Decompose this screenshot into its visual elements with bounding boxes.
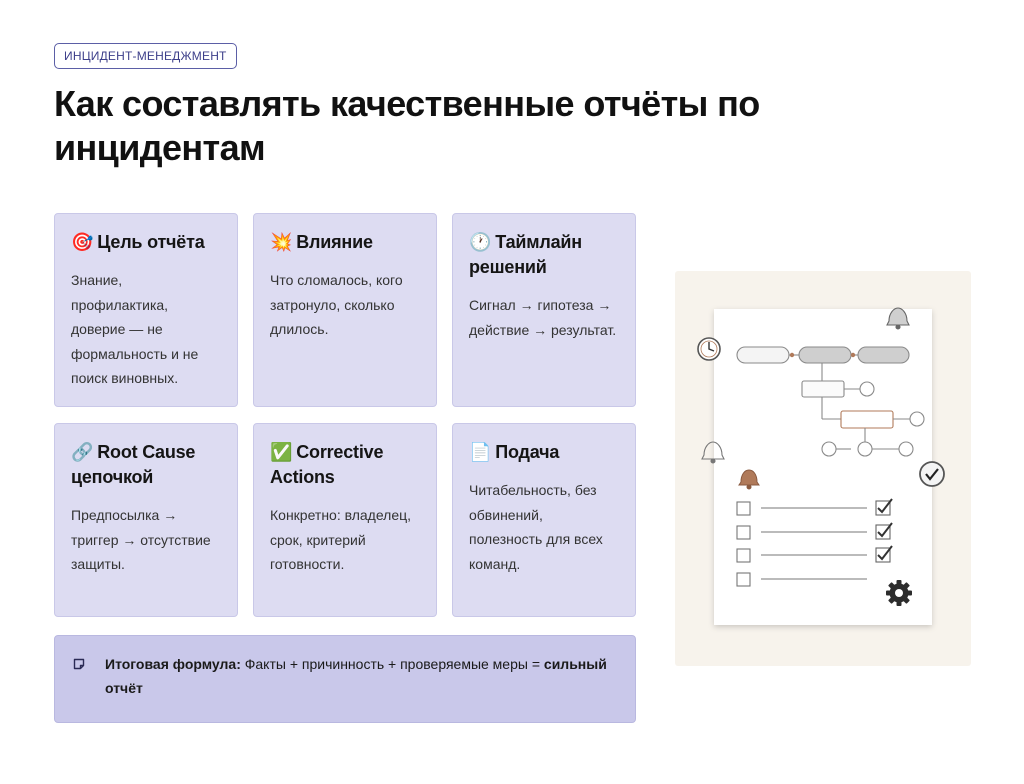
card-body: Знание, профилактика, доверие — не формальность и не поиск виновных.	[71, 272, 199, 386]
card-body: Что сломалось, кого затронуло, сколько длилось.	[270, 272, 403, 337]
page-title: Как составлять качественные отчёты по инцидентам	[54, 83, 760, 168]
report-illustration	[675, 271, 971, 666]
collision-icon: 💥	[270, 232, 293, 253]
link-icon: 🔗	[71, 442, 94, 463]
card-title: ✅ Corrective Actions	[270, 442, 384, 487]
card-title: 🎯 Цель отчёта	[71, 232, 205, 253]
check-mark-icon: ✅	[270, 442, 293, 463]
card-corrective-actions	[253, 423, 437, 617]
formula-text: Итоговая формула: Факты + причинность + проверяемые меры = сильный отчёт	[105, 656, 607, 696]
document-icon: 📄	[469, 442, 492, 463]
card-body: Конкретно: владелец, срок, критерий готовности.	[270, 507, 412, 572]
card-impact	[253, 213, 437, 407]
checkmark-badge-icon	[920, 462, 944, 486]
card-report-goal	[54, 213, 238, 407]
clock-icon: 🕐	[469, 232, 492, 253]
card-timeline	[452, 213, 636, 407]
summary-formula	[54, 635, 636, 723]
card-body: Предпосылка → триггер → отсутствие защиты.	[71, 507, 211, 572]
card-title: 📄 Подача	[469, 442, 560, 463]
note-icon	[73, 658, 85, 670]
clock-icon	[698, 338, 720, 360]
card-presentation	[452, 423, 636, 617]
gear-icon	[886, 580, 912, 606]
card-title: 🔗 Root Cause цепочкой	[71, 442, 196, 487]
card-root-cause	[54, 423, 238, 617]
card-body: Читабельность, без обвинений, полезность для всех команд.	[469, 482, 603, 572]
target-icon: 🎯	[71, 232, 94, 253]
card-body: Сигнал → гипотеза → действие → результат.	[469, 297, 617, 338]
illustration-panel	[675, 271, 971, 666]
topic-tag: ИНЦИДЕНТ-МЕНЕДЖМЕНТ	[54, 43, 237, 69]
card-title: 🕐 Таймлайн решений	[469, 232, 582, 277]
card-title: 💥 Влияние	[270, 232, 373, 253]
